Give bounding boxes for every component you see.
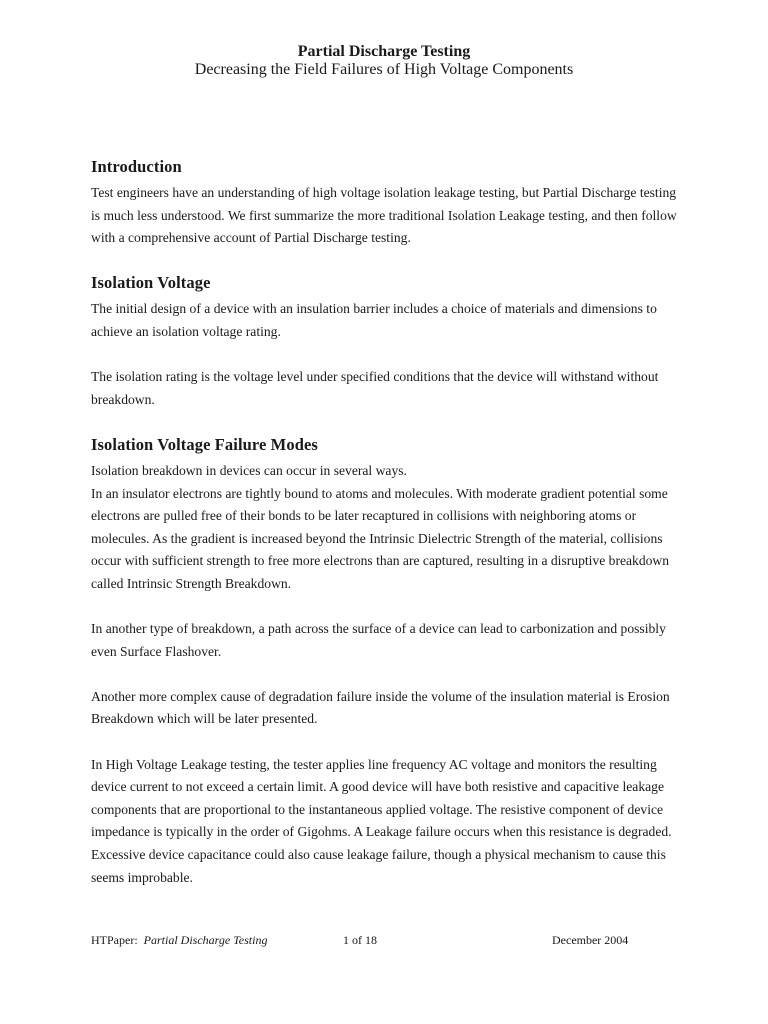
document-body	[91, 156, 681, 889]
footer-date: December 2004	[552, 933, 629, 947]
paragraph: In an insulator electrons are tightly bound to atoms and molecules. With moderate gradient potential some electrons are pulled free of their bonds to be later recaptured in collisions with neighboring atoms or molecules. As the gradient is increased beyond the Intrinsic Dielectric Strength of the material, collisions occur with sufficient strength to free more electrons than are captured, resulting in a disruptive breakdown called Intrinsic Strength Breakdown.	[91, 485, 670, 591]
section-heading: Isolation Voltage	[91, 273, 211, 293]
section-heading: Introduction	[91, 157, 182, 176]
paragraph: The initial design of a device with an insulation barrier includes a choice of materials and dimensions to achieve an isolation voltage rating.	[91, 301, 657, 339]
paragraph: Another more complex cause of degradation failure inside the volume of the insulation material is Erosion Breakdown which will be later presented.	[91, 688, 670, 727]
paragraph: In another type of breakdown, a path across the surface of a device can lead to carbonization and possibly even Surface Flashover.	[91, 621, 666, 659]
section-isolation-voltage	[91, 272, 681, 411]
footer-source	[91, 932, 267, 948]
section-heading: Isolation Voltage Failure Modes	[91, 434, 318, 454]
paragraph: In High Voltage Leakage testing, the tester applies line frequency AC voltage and monitors the resulting device current to not exceed a certain limit. A good device will have both resistive and capacitive leakage components that are proportional to the instantaneous applied voltage. The resistive component of device impedance is typically in the order of Gigohms. A Leakage failure occurs when this resistance is degraded. Excessive device capacitance could also cause leakage failure, though a physical mechanism to cause this seems improbable.	[91, 756, 672, 885]
page-number: 1 of 18	[343, 933, 377, 947]
paragraph: Isolation breakdown in devices can occur in several ways.	[91, 462, 407, 478]
document-title: Partial Discharge Testing	[297, 43, 471, 60]
paragraph: Test engineers have an understanding of high voltage isolation leakage testing, but Partial Discharge testing is much less understood. We first summarize the more traditional Isolation Leakage testing, and then follow with a comprehensive account of Partial Discharge testing.	[91, 185, 677, 246]
footer-prefix: HTPaper:	[91, 933, 138, 947]
section-introduction	[91, 156, 681, 250]
section-failure-modes	[91, 434, 681, 889]
footer-doc-title: Partial Discharge Testing	[143, 933, 268, 947]
document-subtitle: Decreasing the Field Failures of High Voltage Components	[194, 61, 574, 78]
paragraph: The isolation rating is the voltage level under specified conditions that the device will withstand without breakdown.	[91, 369, 659, 407]
